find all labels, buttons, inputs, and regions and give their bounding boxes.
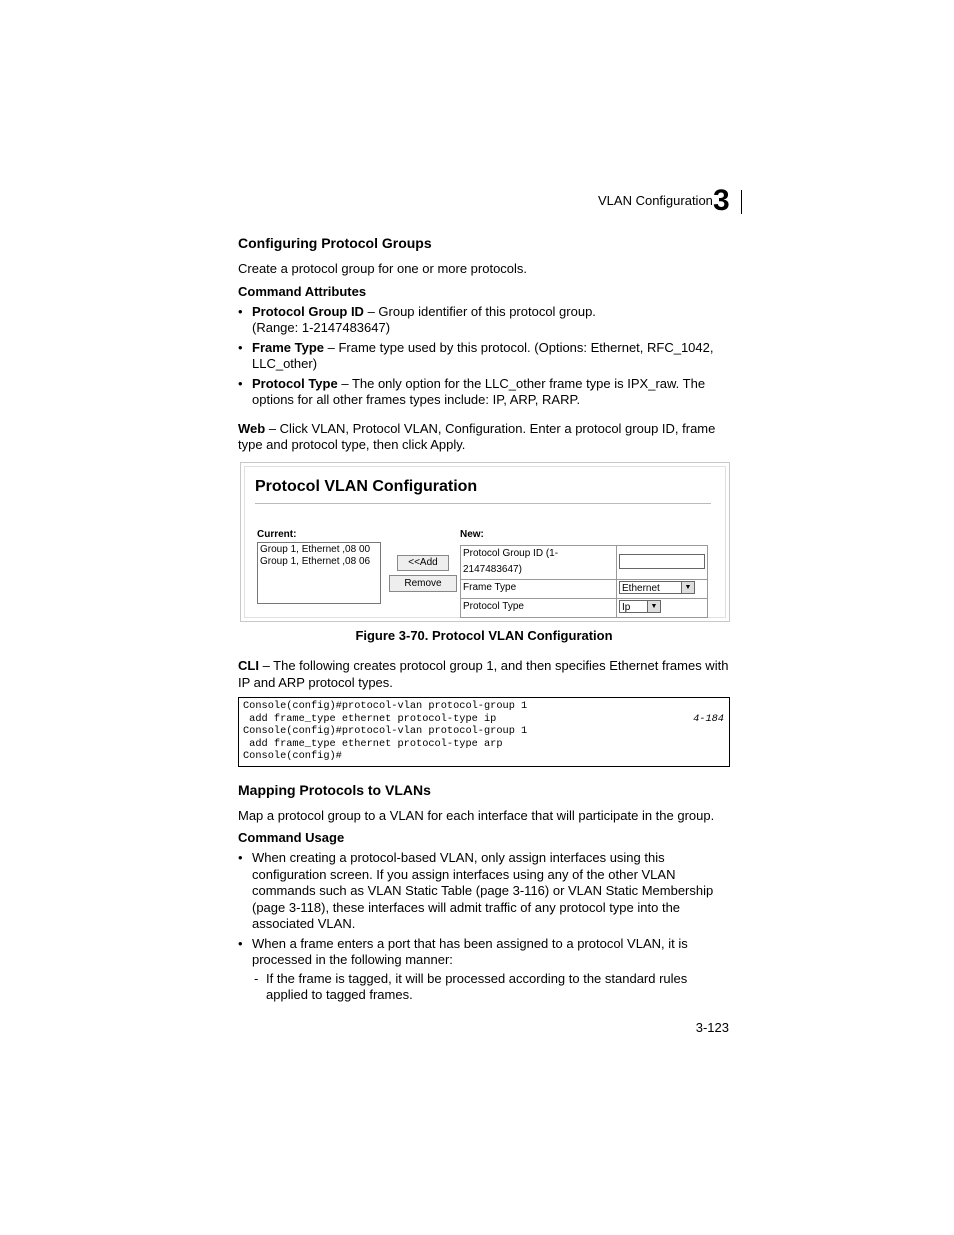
page-content <box>238 234 730 1008</box>
list-item <box>238 304 730 337</box>
frame-type-select[interactable] <box>619 581 695 594</box>
table-row <box>461 579 708 598</box>
section-title-protocol-groups: Configuring Protocol Groups <box>238 235 432 251</box>
cli-instructions <box>238 658 730 691</box>
term: Protocol Type <box>252 375 338 391</box>
code-line: add frame_type ethernet protocol-type arp <box>243 737 503 750</box>
frame-type-label: Frame Type <box>461 579 617 598</box>
protocol-type-label: Protocol Type <box>461 598 617 617</box>
web-instructions <box>238 421 730 454</box>
table-row <box>461 545 708 579</box>
chevron-down-icon: ▼ <box>681 582 694 593</box>
list-item <box>238 340 730 373</box>
group-id-label: Protocol Group ID (1-2147483647) <box>461 545 617 579</box>
remove-button[interactable]: Remove <box>389 575 457 592</box>
term: Frame Type <box>252 339 325 355</box>
range-note: (Range: 1-2147483647) <box>252 320 391 335</box>
chapter-rule <box>741 190 742 214</box>
frame-type-cell <box>617 579 708 598</box>
add-button[interactable]: <<Add <box>397 555 449 571</box>
figure-caption: Figure 3-70. Protocol VLAN Configuration <box>355 627 613 643</box>
group-id-input[interactable] <box>619 554 705 569</box>
term: Web <box>238 420 266 436</box>
definition: – Frame type used by this protocol. (Options: Ethernet, RFC_1042, LLC_other) <box>252 339 714 371</box>
protocol-type-select[interactable] <box>619 600 661 613</box>
definition: – Group identifier of this protocol group. <box>363 303 596 319</box>
protocol-vlan-screenshot <box>240 462 730 622</box>
frame-type-value: Ethernet <box>622 583 660 595</box>
protocol-type-cell <box>617 598 708 617</box>
code-line: Console(config)# <box>243 750 342 762</box>
command-usage-heading: Command Usage <box>238 830 345 845</box>
current-groups-listbox[interactable] <box>257 542 381 604</box>
list-item-text: When a frame enters a port that has been assigned to a protocol VLAN, it is processed in the following manner: <box>252 935 688 967</box>
definition: – Click VLAN, Protocol VLAN, Configuration. Enter a protocol group ID, frame type and protocol type, then click Apply. <box>238 420 716 452</box>
usage-list <box>238 850 730 1004</box>
new-group-form <box>460 545 708 618</box>
list-item <box>238 376 730 409</box>
list-item[interactable]: Group 1, Ethernet ,08 00 <box>260 543 371 555</box>
cli-code-block <box>238 697 730 767</box>
group-id-cell <box>617 545 708 579</box>
list-item <box>238 936 730 1004</box>
term: Protocol Group ID <box>252 303 364 319</box>
sub-list-item: - If the frame is tagged, it will be processed according to the standard rules applied to tagged frames. <box>252 971 730 1004</box>
running-header: VLAN Configuration <box>598 193 713 208</box>
table-row <box>461 598 708 617</box>
definition: – The only option for the LLC_other frame type is IPX_raw. The options for all other frames types include: IP, ARP, RARP. <box>252 375 706 407</box>
attribute-list <box>238 304 730 409</box>
term: CLI <box>238 658 259 673</box>
code-line: Console(config)#protocol-vlan protocol-group 1 <box>243 725 528 737</box>
section-intro: Map a protocol group to a VLAN for each interface that will participate in the group. <box>238 807 715 823</box>
sub-list <box>252 971 730 1004</box>
screenshot-title: Protocol VLAN Configuration <box>255 477 478 495</box>
chapter-number: 3 <box>713 184 729 217</box>
list-item: • When creating a protocol-based VLAN, only assign interfaces using this configuration screen. If you assign interfaces using any of the other VLAN commands such as VLAN Static Table (page 3-116) or VLAN Static Membership (page 3-118), these interfaces will admit traffic of any protocol type into the associated VLAN. <box>238 850 730 933</box>
chevron-down-icon: ▼ <box>647 601 660 612</box>
page-number: 3-123 <box>695 1020 729 1035</box>
title-divider <box>255 503 711 504</box>
section-title-mapping-protocols: Mapping Protocols to VLANs <box>238 781 431 798</box>
protocol-type-value: Ip <box>622 602 631 614</box>
screenshot-frame <box>244 466 726 618</box>
code-line: Console(config)#protocol-vlan protocol-group 1 <box>243 700 528 712</box>
new-label: New: <box>460 528 484 540</box>
current-label: Current: <box>257 528 297 540</box>
command-attributes-heading: Command Attributes <box>238 283 367 299</box>
list-item[interactable]: Group 1, Ethernet ,08 06 <box>260 555 371 567</box>
code-line: add frame_type ethernet protocol-type ip <box>243 712 497 725</box>
command-reference: 4-184 <box>693 713 724 725</box>
definition: – The following creates protocol group 1, and then specifies Ethernet frames with IP and ARP protocol types. <box>238 658 729 690</box>
section-intro: Create a protocol group for one or more protocols. <box>238 261 528 276</box>
